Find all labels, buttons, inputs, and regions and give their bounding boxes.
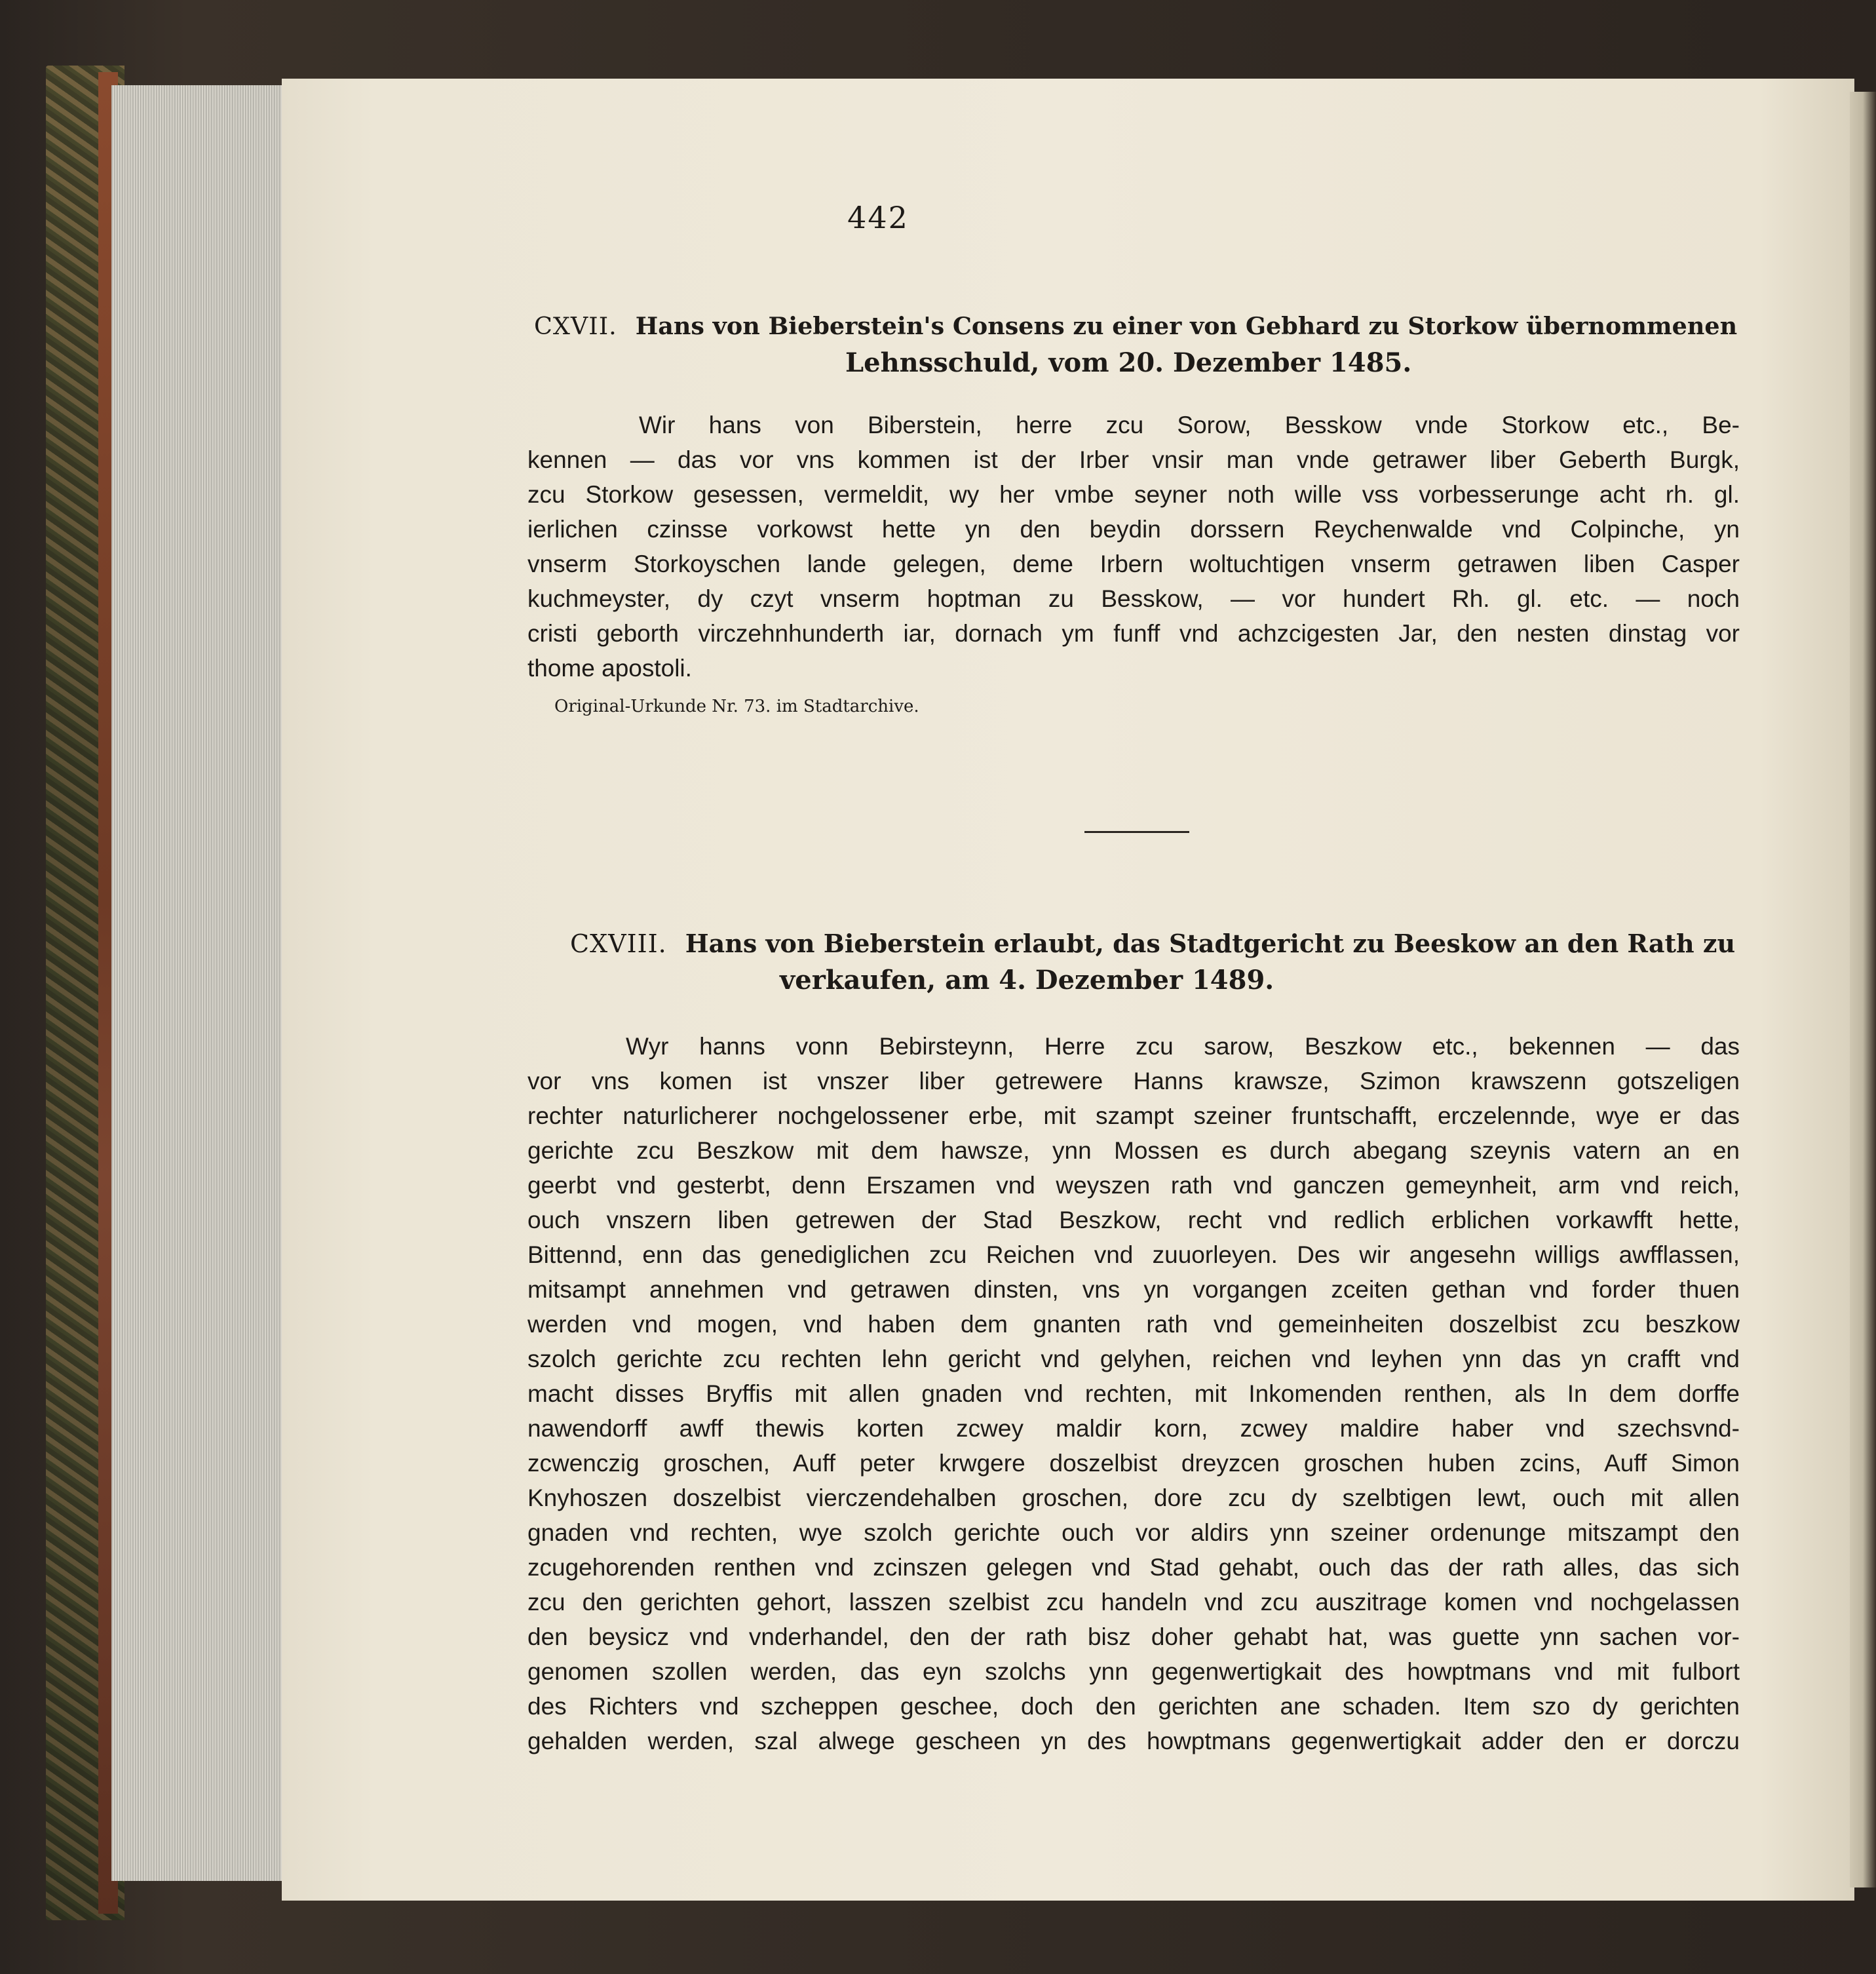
doc2-body-line: ouch vnszern liben getrewen der Stad Beszkow, recht vnd redlich erblichen vorkawfft hette, — [527, 1207, 1740, 1233]
doc2-body-line: macht disses Bryffis mit allen gnaden vnd rechten, mit Inkomenden renthen, als In dem dorffe — [527, 1380, 1740, 1407]
doc1-title-line-1: Hans von Bieberstein's Consens zu einer von Gebhard zu Storkow übernommenen — [635, 312, 1738, 340]
doc1-body-line: Wir hans von Biberstein, herre zcu Sorow, Besskow vnde Storkow etc., Be- — [639, 412, 1740, 438]
doc1-body — [527, 408, 1740, 686]
doc2-body-line: den beysicz vnd vnderhandel, den der rath bisz doher gehabt hat, was guette ynn sachen vor- — [527, 1623, 1740, 1650]
doc1-heading — [534, 308, 1746, 381]
doc2-body-line: rechter naturlicherer nochgelossener erbe, mit szampt szeiner fruntschafft, erczelennde, wye er das — [527, 1102, 1740, 1129]
doc1-body-line: vnserm Storkoyschen lande gelegen, deme Irbern woltuchtigen vnserm getrawen liben Casper — [527, 551, 1740, 577]
doc1-title-line-2: Lehnsschuld, vom 20. Dezember 1485. — [845, 347, 1412, 378]
doc2-title-line-2: verkaufen, am 4. Dezember 1489. — [780, 965, 1274, 996]
doc2-body-line: zcu den gerichten gehort, lasszen szelbist zcu handeln vnd zcu auszitrage komen vnd nochgelassen — [527, 1589, 1740, 1616]
doc2-body-line: gerichte zcu Beszkow mit dem hawsze, ynn Mossen es durch abegang szeynis vatern an en — [527, 1137, 1740, 1164]
next-page-edge — [1850, 92, 1876, 1887]
doc2-body-line: genomen szollen werden, das eyn szolchs ynn gegenwertigkait des howptmans vnd mit fulbort — [527, 1658, 1740, 1685]
doc2-heading-line-1 — [570, 925, 1750, 962]
doc2-body — [527, 1029, 1740, 1758]
section-divider — [1084, 831, 1189, 833]
doc2-body-line: szolch gerichte zcu rechten lehn gericht vnd gelyhen, reichen vnd leyhen ynn das yn crafft vnd — [527, 1345, 1740, 1372]
doc2-heading — [570, 925, 1750, 999]
doc2-body-line: zcwenczig groschen, Auff peter krwgere doszelbist dreyzcen groschen huben zcins, Auff Simon — [527, 1450, 1740, 1477]
doc2-body-line: Wyr hanns vonn Bebirsteynn, Herre zcu sarow, Beszkow etc., bekennen — das — [626, 1033, 1740, 1060]
page-number: 442 — [847, 200, 909, 235]
doc2-body-line: geerbt vnd gesterbt, denn Erszamen vnd weyszen rath vnd ganczen gemeynheit, arm vnd reich, — [527, 1172, 1740, 1199]
doc2-body-line: gehalden werden, szal alwege gescheen yn des howptmans gegenwertigkait adder den er dorczu — [527, 1728, 1740, 1754]
doc1-body-line: ierlichen czinsse vorkowst hette yn den beydin dorssern Reychenwalde vnd Colpinche, yn — [527, 516, 1740, 543]
doc1-source-note: Original-Urkunde Nr. 73. im Stadtarchive. — [554, 697, 919, 716]
doc2-body-line: des Richters vnd szcheppen geschee, doch den gerichten ane schaden. Item szo dy gerichten — [527, 1693, 1740, 1720]
doc2-body-line: mitsampt annehmen vnd getrawen dinsten, vns yn vorgangen zceiten gethan vnd forder thuen — [527, 1276, 1740, 1303]
doc1-body-line: kennen — das vor vns kommen ist der Irber vnsir man vnde getrawer liber Geberth Burgk, — [527, 446, 1740, 473]
doc2-body-line: nawendorff awff thewis korten zcwey maldir korn, zcwey maldire haber vnd szechsvnd- — [527, 1415, 1740, 1442]
doc1-body-line: thome apostoli. — [527, 655, 692, 682]
doc1-numeral: CXVII. — [534, 312, 617, 340]
doc1-heading-line-2 — [534, 345, 1746, 381]
doc2-body-line: gnaden vnd rechten, wye szolch gerichte ouch vor aldirs ynn szeiner ordenunge mitszampt den — [527, 1519, 1740, 1546]
doc1-body-line: kuchmeyster, dy czyt vnserm hoptman zu Besskow, — vor hundert Rh. gl. etc. — noch — [527, 585, 1740, 612]
doc2-body-line: zcugehorenden renthen vnd zcinszen gelegen vnd Stad gehabt, ouch das der rath alles, das sich — [527, 1554, 1740, 1581]
doc1-heading-line-1 — [534, 308, 1746, 345]
doc2-body-line: werden vnd mogen, vnd haben dem gnanten rath vnd gemeinheiten doszelbist zcu beszkow — [527, 1311, 1740, 1338]
doc2-title-line-1: Hans von Bieberstein erlaubt, das Stadtgericht zu Beeskow an den Rath zu — [685, 929, 1736, 958]
page-block-edges — [111, 85, 288, 1881]
doc2-numeral: CXVIII. — [570, 929, 667, 958]
doc1-body-line: zcu Storkow gesessen, vermeldit, wy her vmbe seyner noth wille vss vorbesserunge acht rh. gl. — [527, 481, 1740, 508]
doc2-body-line: vor vns komen ist vnszer liber getrewere Hanns krawsze, Szimon krawszenn gotszeligen — [527, 1068, 1740, 1094]
doc1-body-line: cristi geborth virczehnhunderth iar, dornach ym funff vnd achzcigesten Jar, den nesten dinstag vor — [527, 620, 1740, 647]
doc2-heading-line-2 — [570, 962, 1750, 999]
doc2-body-line: Bittennd, enn das genediglichen zcu Reichen vnd zuuorleyen. Des wir angesehn willigs awfflassen, — [527, 1241, 1740, 1268]
doc2-body-line: Knyhoszen doszelbist vierczendehalben groschen, dore zcu dy szelbtigen lewt, ouch mit allen — [527, 1484, 1740, 1511]
